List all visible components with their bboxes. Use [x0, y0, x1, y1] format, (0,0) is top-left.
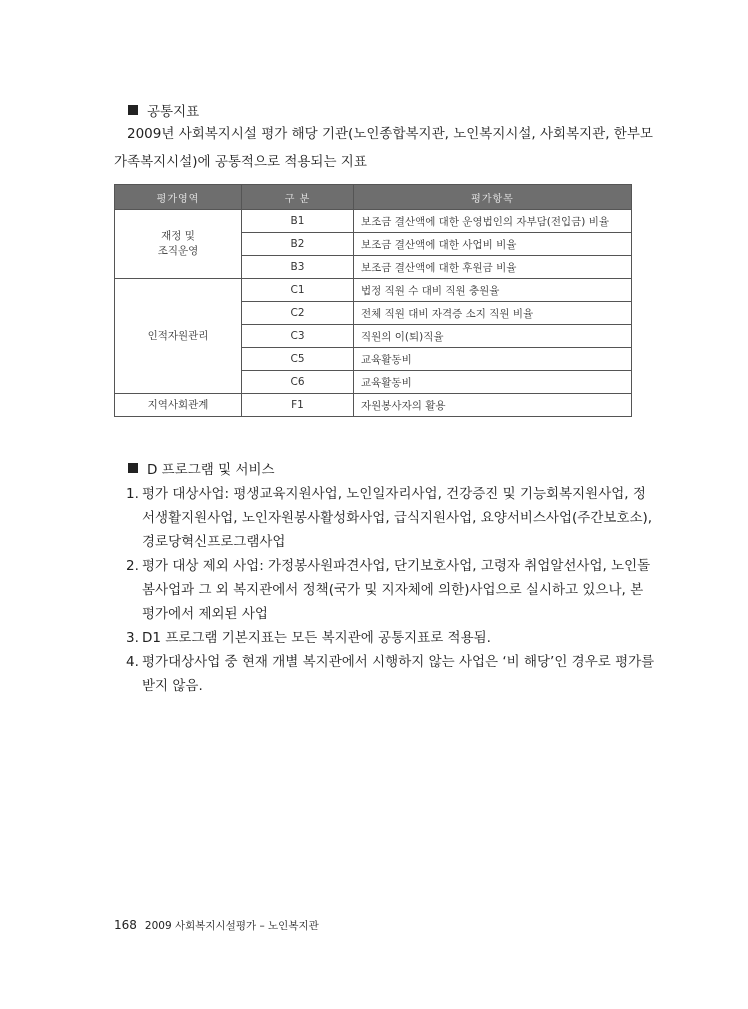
note-number: 2.	[126, 558, 139, 574]
row-item: 보조금 결산액에 대한 사업비 비율	[354, 233, 632, 256]
note-number: 3.	[126, 630, 139, 646]
row-item: 보조금 결산액에 대한 후원금 비율	[354, 256, 632, 279]
row-code: F1	[242, 394, 354, 417]
note-line: D1 프로그램 기본지표는 모든 복지관에 공통지표로 적용됨.	[142, 630, 491, 646]
header-category: 구 분	[242, 185, 354, 210]
row-item: 자원봉사자의 활용	[354, 394, 632, 417]
intro-line-2: 가족복지시설)에 공통적으로 적용되는 지표	[114, 154, 367, 170]
area-hr: 인적자원관리	[115, 279, 242, 394]
area-finance	[115, 210, 242, 279]
note-line: 경로당혁신프로그램사업	[142, 534, 286, 550]
row-code: C1	[242, 279, 354, 302]
header-area: 평가영역	[115, 185, 242, 210]
row-code: C6	[242, 371, 354, 394]
section-heading-programs	[128, 458, 275, 478]
table-row	[115, 394, 632, 417]
note-line: 평가대상사업 중 현재 개별 복지관에서 시행하지 않는 사업은 ‘비 해당’인 경우로 평가를	[142, 654, 655, 670]
row-item: 보조금 결산액에 대한 운영법인의 자부담(전입금) 비율	[354, 210, 632, 233]
note-line: 평가 대상사업: 평생교육지원사업, 노인일자리사업, 건강증진 및 기능회복지원사업, 정	[142, 486, 646, 502]
intro-line-1: 2009년 사회복지시설 평가 해당 기관(노인종합복지관, 노인복지시설, 사회복지관, 한부모	[127, 126, 653, 142]
note-line: 서생활지원사업, 노인자원봉사활성화사업, 급식지원사업, 요양서비스사업(주간보호소),	[142, 510, 653, 526]
note-line: 평가에서 제외된 사업	[142, 606, 268, 622]
table-row	[115, 210, 632, 233]
list-item	[126, 650, 655, 698]
section-heading-text: D 프로그램 및 서비스	[147, 462, 275, 478]
page-number: 168	[114, 918, 137, 932]
row-code: C3	[242, 325, 354, 348]
header-item: 평가항목	[354, 185, 632, 210]
list-item	[126, 554, 651, 626]
row-item: 법정 직원 수 대비 직원 충원율	[354, 279, 632, 302]
common-indicator-table	[114, 184, 632, 417]
row-code: B3	[242, 256, 354, 279]
row-item: 직원의 이(퇴)직율	[354, 325, 632, 348]
note-number: 4.	[126, 654, 139, 670]
row-item: 교육활동비	[354, 371, 632, 394]
area-finance-label: 재정 및 조직운영	[157, 230, 199, 257]
square-bullet-icon	[128, 105, 138, 115]
row-item: 교육활동비	[354, 348, 632, 371]
section-heading-common-indicators	[128, 100, 199, 120]
row-code: C5	[242, 348, 354, 371]
note-line: 받지 않음.	[142, 678, 203, 694]
table-row	[115, 279, 632, 302]
note-line: 평가 대상 제외 사업: 가정봉사원파견사업, 단기보호사업, 고령자 취업알선사업, 노인돌	[142, 558, 651, 574]
section-heading-text: 공통지표	[147, 104, 200, 120]
running-title: 2009 사회복지시설평가 – 노인복지관	[144, 920, 319, 932]
row-code: B1	[242, 210, 354, 233]
row-item: 전체 직원 대비 자격증 소지 직원 비율	[354, 302, 632, 325]
row-code: C2	[242, 302, 354, 325]
page-footer	[114, 918, 319, 933]
notes-list	[126, 482, 655, 698]
list-item	[126, 482, 653, 554]
note-line: 봄사업과 그 외 복지관에서 정책(국가 및 지자체에 의한)사업으로 실시하고 있으나, 본	[142, 582, 644, 598]
square-bullet-icon	[128, 463, 138, 473]
list-item	[126, 626, 638, 650]
table-header-row	[115, 185, 632, 210]
note-number: 1.	[126, 486, 139, 502]
row-code: B2	[242, 233, 354, 256]
area-community: 지역사회관계	[115, 394, 242, 417]
